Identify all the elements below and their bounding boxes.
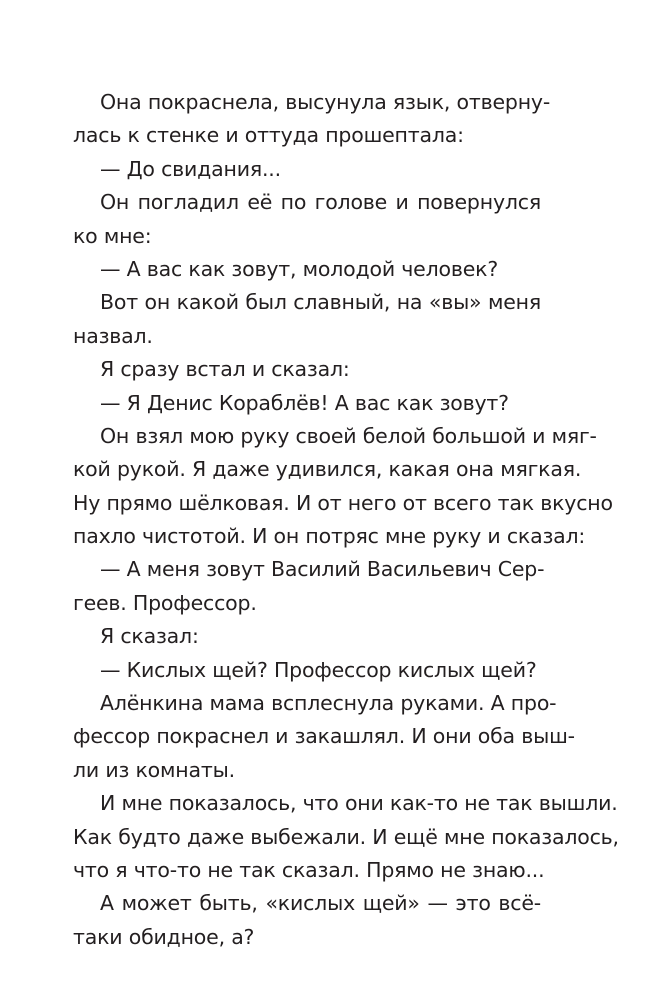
paragraph-first-line: Алёнкина мама всплеснула руками. А про- — [100, 691, 557, 716]
text-line: геев. Профессор. — [73, 590, 257, 615]
paragraph-first-line: — А вас как зовут, молодой человек? — [100, 256, 498, 281]
text-line: таки обидное, а? — [73, 924, 255, 949]
text-line: пахло чистотой. И он потряс мне руку и сказал: — [73, 524, 586, 549]
paragraph-first-line: Я сказал: — [100, 624, 199, 649]
paragraph-first-line: — А меня зовут Василий Васильевич Сер- — [100, 557, 545, 582]
paragraph-first-line: Он погладил её по голове и повернулся — [100, 190, 541, 215]
paragraph-first-line: Она покраснела, высунула язык, отверну- — [100, 90, 551, 114]
text-line: Как будто даже выбежали. И ещё мне показалось, — [73, 824, 619, 849]
paragraph-first-line: Я сразу встал и сказал: — [100, 357, 350, 382]
text-line: что я что-то не так сказал. Прямо не знаю... — [73, 857, 545, 882]
text-line: фессор покраснел и закашлял. И они оба выш- — [73, 724, 575, 749]
paragraph-first-line: А может быть, «кислых щей» — это всё- — [100, 891, 541, 916]
text-line: кой рукой. Я даже удивился, какая она мягкая. — [73, 457, 582, 482]
paragraph-first-line: Вот он какой был славный, на «вы» меня — [100, 290, 541, 315]
text-line: лась к стенке и оттуда прошептала: — [73, 123, 464, 148]
text-line: Ну прямо шёлковая. И от него от всего так вкусно — [73, 490, 613, 515]
paragraph-first-line: И мне показалось, что они как-то не так вышли. — [100, 791, 618, 816]
text-line: назвал. — [73, 323, 153, 348]
paragraph-first-line: — До свидания... — [100, 156, 281, 181]
paragraph-first-line: — Кислых щей? Профессор кислых щей? — [100, 657, 537, 682]
paragraph-first-line: — Я Денис Кораблёв! А вас как зовут? — [100, 390, 509, 415]
book-page-text — [73, 86, 619, 954]
text-line: ли из комнаты. — [73, 757, 235, 782]
text-line: ко мне: — [73, 223, 152, 248]
paragraph-first-line: Он взял мою руку своей белой большой и мяг- — [100, 423, 597, 448]
